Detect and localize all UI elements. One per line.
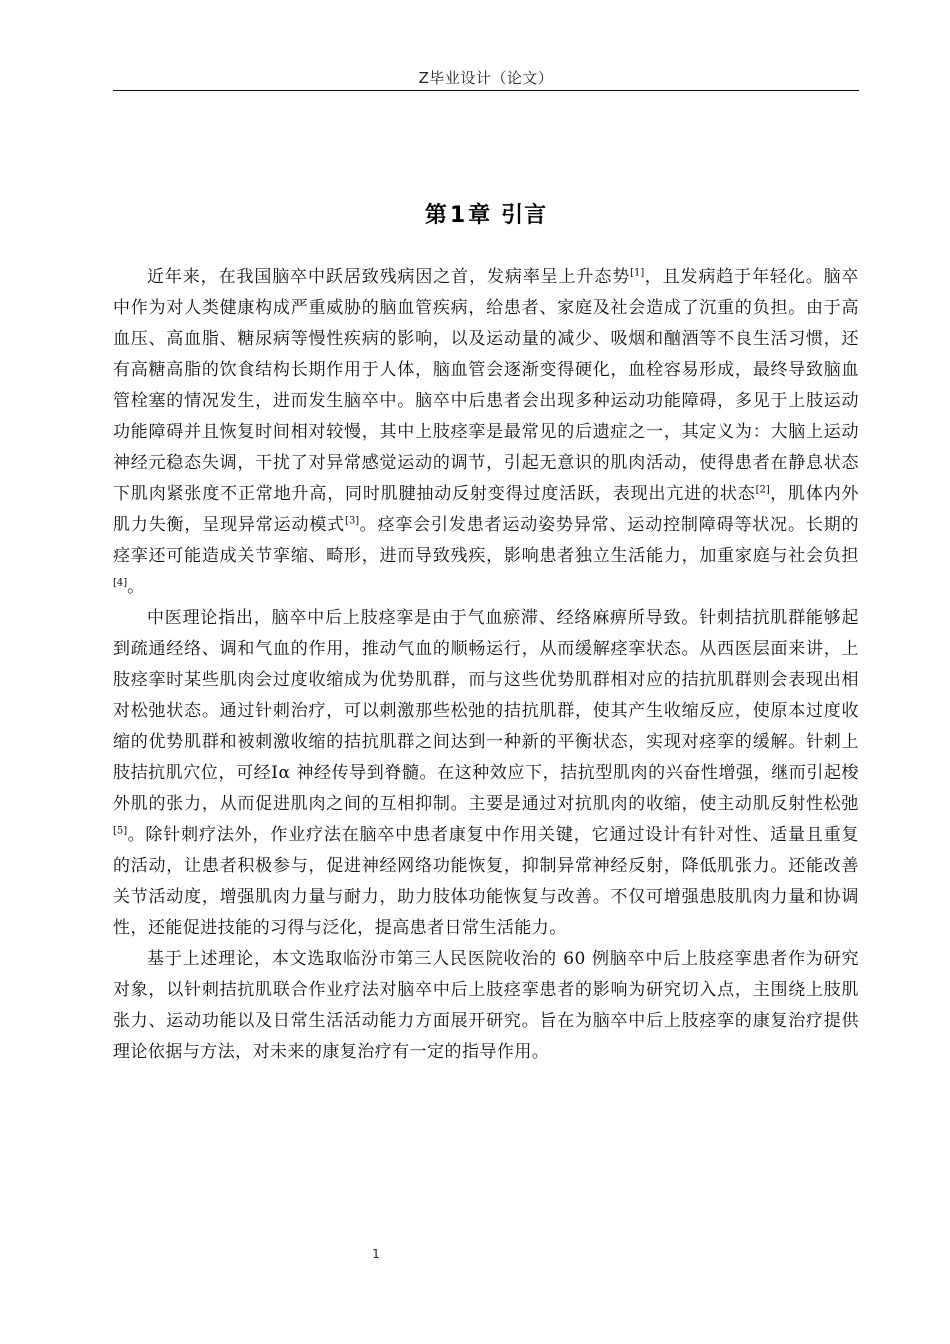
paragraph: [113, 262, 859, 603]
paragraph-text: 。除针刺疗法外，作业疗法在脑卒中患者康复中作用关键，它通过设计有针对性、适量且重复的活动，让患者积极参与，促进神经网络功能恢复，抑制异常神经反射，降低肌张力。还能改善关节活动度，增强肌肉力量与耐力，助力肢体功能恢复与改善。不仅可增强患肢肌肉力量和协调性，还能促进技能的习得与泛化，提高患者日常生活能力。: [113, 825, 859, 938]
paragraph-text: ，且发病趋于年轻化。脑卒中作为对人类健康构成严重威胁的脑血管疾病，给患者、家庭及社会造成了沉重的负担。由于高血压、高血脂、糖尿病等慢性疾病的影响，以及运动量的减少、吸烟和酗酒等不良生活习惯，还有高糖高脂的饮食结构长期作用于人体，脑血管会逐渐变得硬化，血栓容易形成，最终导致脑血管栓塞的情况发生，进而发生脑卒中。脑卒中后患者会出现多种运动功能障碍，多见于上肢运动功能障碍并且恢复时间相对较慢，其中上肢痉挛是最常见的后遗症之一，其定义为：大脑上运动神经元稳态失调，干扰了对异常感觉运动的调节，引起无意识的肌肉活动，使得患者在静息状态下肌肉紧张度不正常地升高，同时肌腱抽动反射变得过度活跃，表现出亢进的状态: [113, 267, 859, 504]
paragraph-text: 近年来，在我国脑卒中跃居致残病因之首，发病率呈上升态势: [147, 267, 631, 287]
citation-ref: [5]: [113, 825, 128, 837]
running-header: Z毕业设计（论文）: [418, 69, 554, 87]
chapter-name: 引言: [501, 203, 548, 228]
citation-ref: [4]: [113, 577, 128, 589]
chapter-title: [113, 198, 859, 229]
chapter-label-suffix: 章: [468, 203, 492, 228]
chapter-number: 1: [449, 203, 467, 228]
chapter-label-prefix: 第: [424, 203, 448, 228]
paragraph: [113, 944, 859, 1068]
paragraph: [113, 603, 859, 944]
paragraph-text: 基于上述理论，本文选取临汾市第三人民医院收治的 60 例脑卒中后上肢痉挛患者作为研究对象，以针刺拮抗肌联合作业疗法对脑卒中后上肢痉挛患者的影响为研究切入点，主围绕上肢肌张力、运动功能以及日常生活活动能力方面展开研究。旨在为脑卒中后上肢痉挛的康复治疗提供理论依据与方法，对未来的康复治疗有一定的指导作用。: [113, 949, 859, 1062]
citation-ref: [2]: [755, 484, 770, 496]
citation-ref: [1]: [630, 267, 645, 279]
header-divider: [113, 90, 859, 91]
body-text: [113, 262, 859, 1068]
citation-ref: [3]: [345, 515, 360, 527]
page-number: 1: [372, 1247, 380, 1261]
paragraph-text: 。: [127, 577, 145, 597]
paragraph-text: ，肌体内外肌力失衡，呈现异常运动模式: [113, 484, 859, 535]
paragraph-text: 中医理论指出，脑卒中后上肢痉挛是由于气血瘀滞、经络麻痹所导致。针刺拮抗肌群能够起到疏通经络、调和气血的作用，推动气血的顺畅运行，从而缓解痉挛状态。从西医层面来讲，上肢痉挛时某些肌肉会过度收缩成为优势肌群，而与这些优势肌群相对应的拮抗肌群则会表现出相对松弛状态。通过针刺治疗，可以刺激那些松弛的拮抗肌群，使其产生收缩反应，使原本过度收缩的优势肌群和被刺激收缩的拮抗肌群之间达到一种新的平衡状态，实现对痉挛的缓解。针刺上肢拮抗肌穴位，可经Ⅰα 神经传导到脊髓。在这种效应下，拮抗型肌肉的兴奋性增强，继而引起梭外肌的张力，从而促进肌肉之间的互相抑制。主要是通过对抗肌肉的收缩，使主动肌反射性松弛: [113, 608, 859, 814]
paragraph-text: 。痉挛会引发患者运动姿势异常、运动控制障碍等状况。长期的痉挛还可能造成关节挛缩、畸形，进而导致残疾，影响患者独立生活能力，加重家庭与社会负担: [113, 515, 859, 566]
